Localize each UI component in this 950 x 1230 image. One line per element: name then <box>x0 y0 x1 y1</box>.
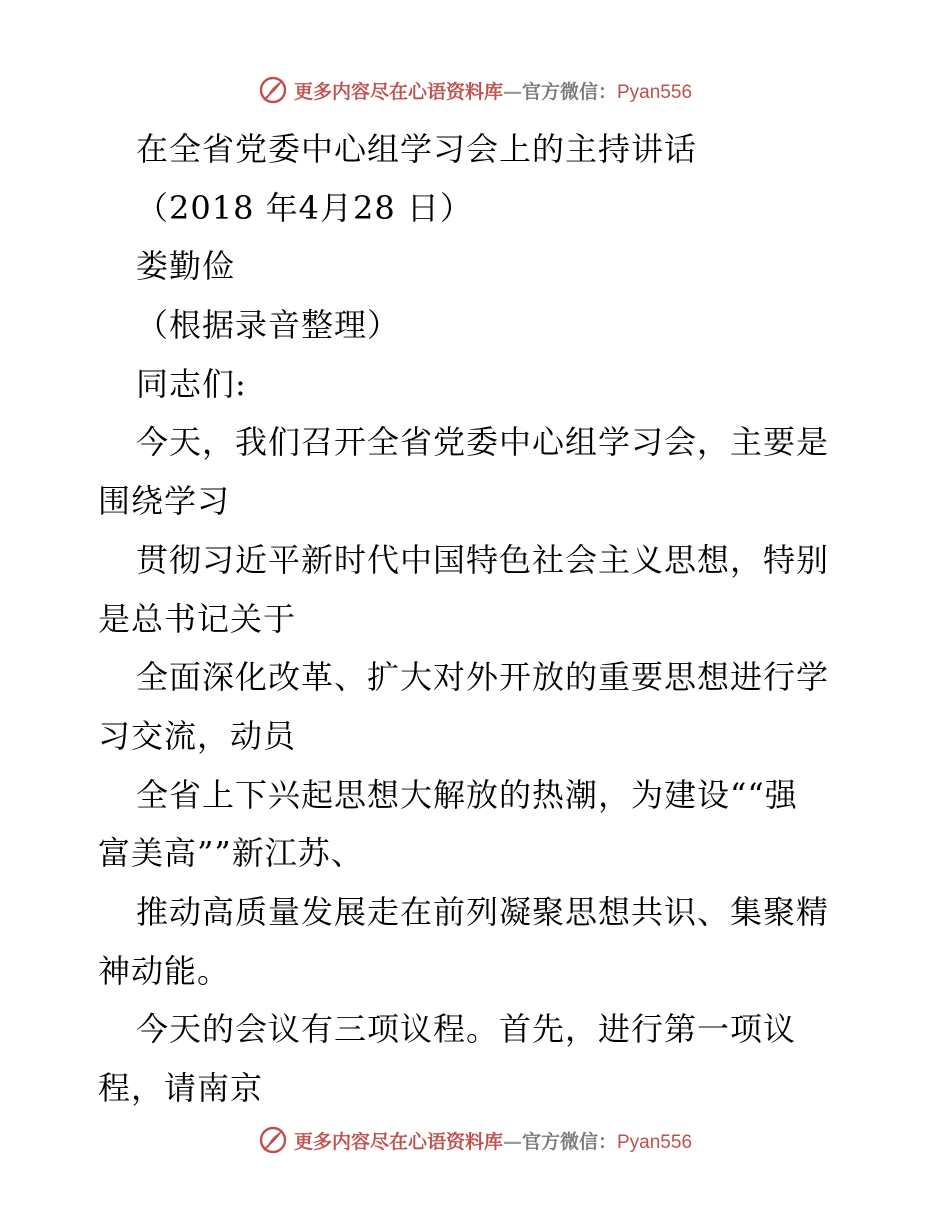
banner-site-name: 更多内容尽在心语资料库 <box>293 80 503 103</box>
document-author: 娄勤俭 <box>136 247 236 286</box>
footer-banner <box>0 1120 950 1160</box>
banner-text <box>294 77 692 104</box>
banner-site-name: 更多内容尽在心语资料库 <box>293 1130 503 1153</box>
banner-wechat-id: Pyan556 <box>617 81 693 103</box>
paragraph-line: 全省上下兴起思想大解放的热潮，为建设““强 <box>136 775 798 814</box>
banner-wechat-label: 官方微信： <box>521 1130 617 1153</box>
paragraph-line: 是总书记关于 <box>98 599 297 638</box>
paragraph-line: 程，请南京 <box>98 1069 264 1107</box>
paragraph-line: 富美高””新江苏、 <box>98 834 364 873</box>
header-banner <box>0 70 950 110</box>
banner-dash: — <box>502 80 522 103</box>
paragraph-line: 贯彻习近平新时代中国特色社会主义思想，特别 <box>136 540 830 579</box>
document-salutation: 同志们: <box>136 364 247 403</box>
document-date: （2018 年4月28 日） <box>136 188 473 227</box>
banner-dash: — <box>502 1130 522 1153</box>
paragraph-line: 习交流，动员 <box>98 716 297 755</box>
paragraph-line: 今天，我们召开全省党委中心组学习会，主要是 <box>136 423 830 462</box>
paragraph-line: 神动能。 <box>98 951 231 990</box>
banner-text <box>294 1127 692 1154</box>
paragraph-line: 全面深化改革、扩大对外开放的重要思想进行学 <box>136 658 830 697</box>
banner-wechat-label: 官方微信： <box>521 80 617 103</box>
paragraph-line: 今天的会议有三项议程。首先，进行第一项议 <box>136 1010 797 1049</box>
quill-logo-icon <box>258 75 288 105</box>
paragraph-line: 推动高质量发展走在前列凝聚思想共识、集聚精 <box>136 892 830 931</box>
document-body <box>98 120 858 1118</box>
banner-wechat-id: Pyan556 <box>617 1131 693 1153</box>
quill-logo-icon <box>258 1125 288 1155</box>
document-note: （根据录音整理） <box>136 306 401 345</box>
paragraph-line: 围绕学习 <box>98 482 231 521</box>
document-title: 在全省党委中心组学习会上的主持讲话 <box>136 130 698 168</box>
